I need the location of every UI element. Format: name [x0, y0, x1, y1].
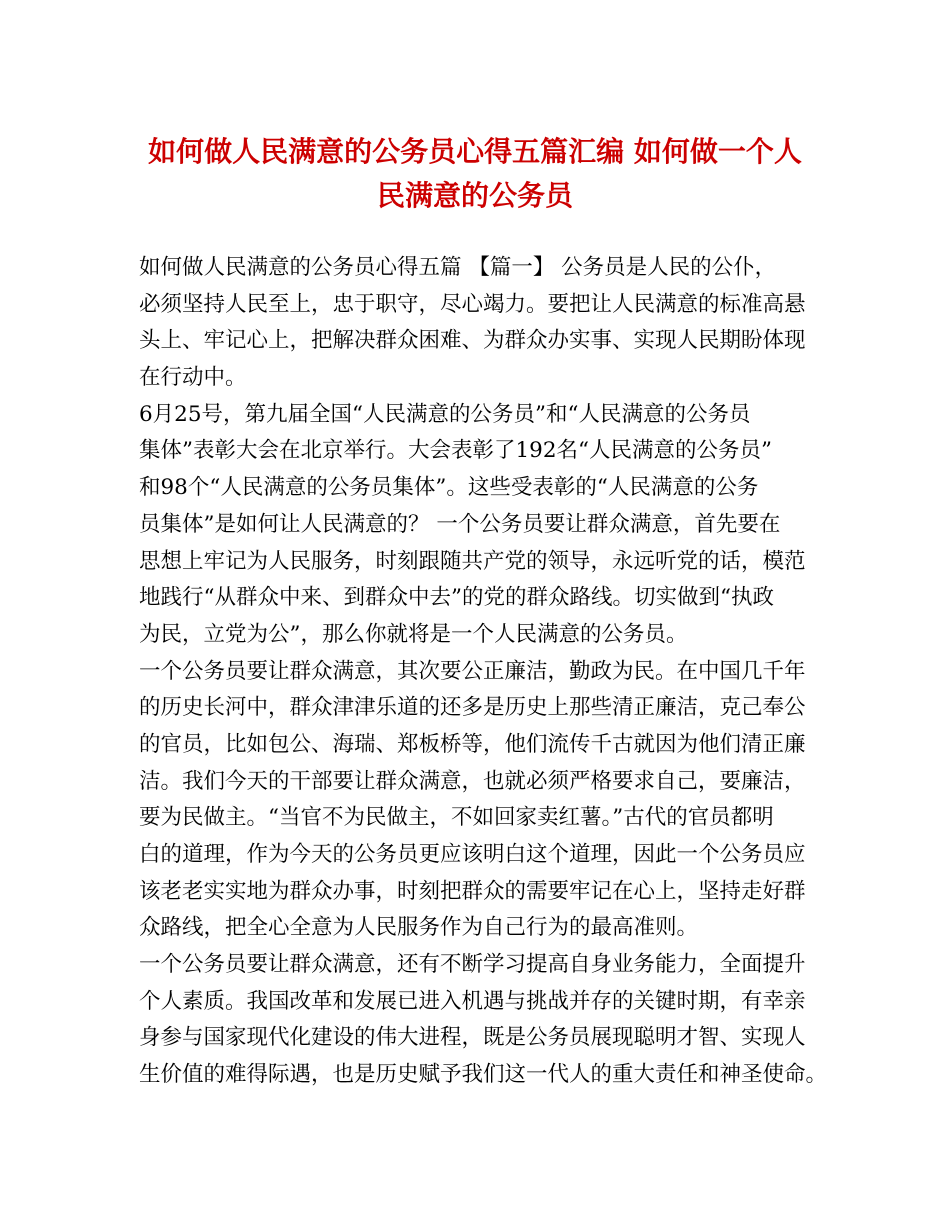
body-line: 一个公务员要让群众满意，还有不断学习提高自身业务能力，全面提升	[139, 952, 806, 978]
body-line: 一个公务员要让群众满意，其次要公正廉洁，勤政为民。在中国几千年	[139, 658, 806, 684]
body-line: 该老老实实地为群众办事，时刻把群众的需要牢记在心上，坚持走好群	[139, 878, 806, 904]
body-line: 地践行“从群众中来、到群众中去”的党的群众路线。切实做到“执政	[139, 585, 774, 611]
body-line: 白的道理，作为今天的公务员更应该明白这个道理，因此一个公务员应	[139, 842, 806, 867]
body-line: 的官员，比如包公、海瑞、郑板桥等，他们流传千古就因为他们清正廉	[139, 731, 806, 757]
body-line: 为民，立党为公”，那么你就将是一个人民满意的公务员。	[139, 621, 688, 647]
body-line: 头上、牢记心上，把解决群众困难、为群众办实事、实现人民期盼体现	[139, 328, 806, 354]
body-line: 洁。我们今天的干部要让群众满意，也就必须严格要求自己，要廉洁，	[139, 768, 806, 794]
body-line: 和98个“人民满意的公务员集体”。这些受表彰的“人民满意的公务	[139, 475, 759, 501]
body-line: 的历史长河中，群众津津乐道的还多是历史上那些清正廉洁，克己奉公	[139, 695, 806, 721]
body-line: 众路线，把全心全意为人民服务作为自己行为的最高准则。	[139, 915, 699, 941]
body-line: 6月25号，第九届全国“人民满意的公务员”和“人民满意的公务员	[139, 401, 751, 427]
body-line: 员集体”是如何让人民满意的？ 一个公务员要让群众满意，首先要在	[139, 511, 781, 537]
body-line: 个人素质。我国改革和发展已进入机遇与挑战并存的关键时期，有幸亲	[139, 988, 806, 1014]
title-line: 民满意的公务员	[376, 179, 573, 212]
body-line: 生价值的难得际遇，也是历史赋予我们这一代人的重大责任和神圣使命。	[139, 1062, 828, 1088]
document-title	[100, 130, 850, 218]
body-line: 必须坚持人民至上，忠于职守，尽心竭力。要把让人民满意的标准高悬	[139, 291, 806, 317]
title-line: 如何做人民满意的公务员心得五篇汇编 如何做一个人	[148, 135, 802, 168]
body-line: 集体”表彰大会在北京举行。大会表彰了192名“人民满意的公务员”	[139, 438, 773, 464]
body-line: 思想上牢记为人民服务，时刻跟随共产党的领导，永远听党的话，模范	[139, 548, 806, 574]
body-line: 在行动中。	[139, 365, 247, 391]
body-line: 身参与国家现代化建设的伟大进程，既是公务员展现聪明才智、实现人	[139, 1025, 806, 1051]
body-line: 如何做人民满意的公务员心得五篇 【篇一】 公务员是人民的公仆，	[139, 255, 777, 280]
body-line: 要为民做主。“当官不为民做主，不如回家卖红薯。”古代的官员都明	[139, 805, 774, 831]
document-body	[139, 250, 829, 1094]
